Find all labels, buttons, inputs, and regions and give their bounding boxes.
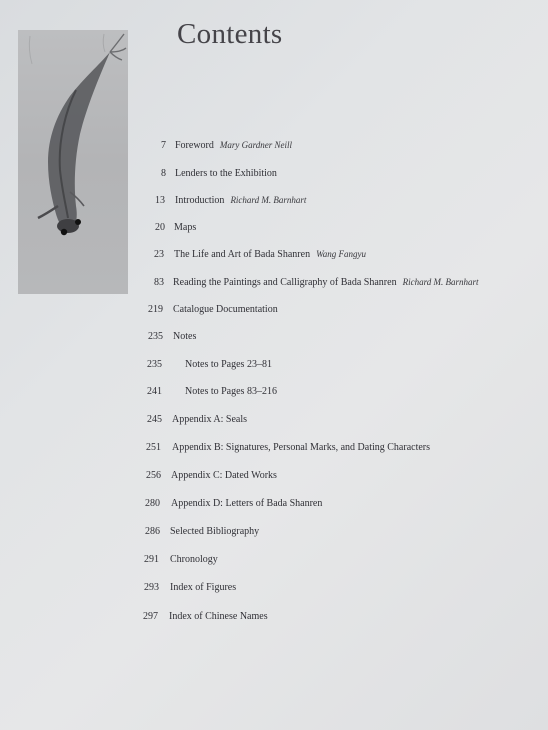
entry-title: Foreword [175, 140, 214, 151]
page-number: 286 [145, 526, 160, 537]
entry-title: Selected Bibliography [170, 526, 260, 537]
page-number: 235 [147, 359, 162, 370]
page-number: 23 [154, 249, 164, 260]
entry-title: Chronology [170, 554, 218, 565]
page-number: 293 [144, 582, 159, 593]
entry-title: Reading the Paintings and Calligraphy of Bada Shanren [173, 277, 397, 288]
page-title: Contents [177, 18, 283, 50]
entry-title: Notes to Pages 23–81 [185, 359, 272, 370]
entry-author: Richard M. Barnhart [230, 195, 307, 205]
entry-title: Appendix D: Letters of Bada Shanren [171, 498, 323, 509]
page-number: 241 [147, 386, 162, 397]
page-number: 280 [145, 498, 160, 509]
entry-author: Mary Gardner Neill [219, 140, 293, 150]
page-number: 7 [161, 140, 166, 151]
page-number: 297 [143, 611, 158, 622]
page-number: 8 [161, 168, 166, 179]
entry-author: Wang Fangyu [316, 249, 366, 259]
entry-title: Maps [174, 222, 197, 233]
entry-title: Notes [173, 331, 197, 342]
entry-title: The Life and Art of Bada Shanren [174, 249, 311, 260]
page-number: 251 [146, 442, 161, 453]
entry-title: Introduction [175, 195, 225, 206]
page-number: 256 [146, 470, 161, 481]
page-number: 245 [147, 414, 162, 425]
page-number: 83 [154, 277, 164, 288]
entry-title: Appendix A: Seals [172, 414, 247, 425]
page-number: 13 [155, 195, 165, 206]
entry-title: Lenders to the Exhibition [175, 168, 277, 179]
page-number: 235 [148, 331, 163, 342]
page-number: 291 [144, 554, 159, 565]
entry-title: Notes to Pages 83–216 [185, 386, 277, 397]
page-number: 219 [148, 304, 163, 315]
entry-title: Appendix B: Signatures, Personal Marks, and Dating Characters [172, 442, 431, 453]
entry-title: Catalogue Documentation [173, 304, 278, 315]
page-number: 20 [155, 222, 165, 233]
entry-title: Index of Chinese Names [169, 611, 268, 622]
entry-title: Index of Figures [170, 582, 237, 593]
entry-title: Appendix C: Dated Works [171, 470, 277, 481]
entry-author: Richard M. Barnhart [402, 277, 479, 287]
